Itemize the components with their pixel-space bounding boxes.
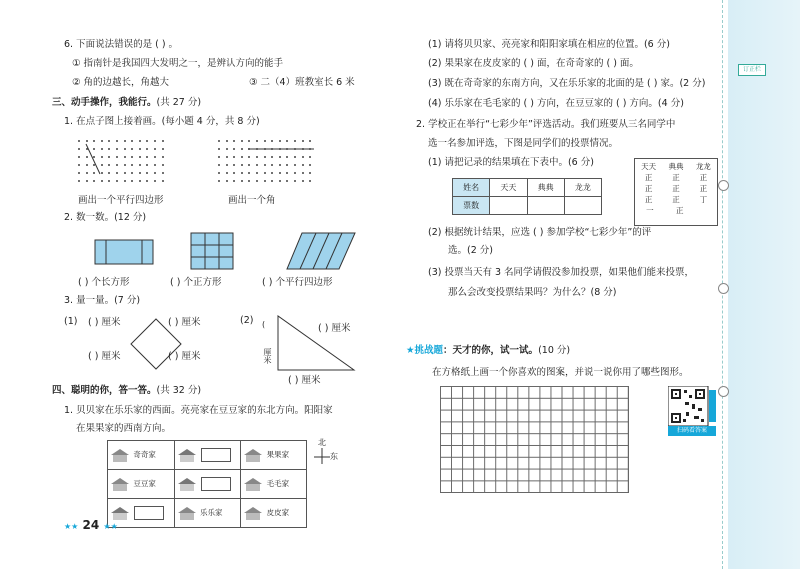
square-grid-figure [190,232,236,272]
r-q1-item1: (1) 请将贝贝家、亮亮家和阳阳家填在相应的位置。(6 分) [428,39,670,50]
r-q2-sub1: (1) 请把记录的结果填在下表中。(6 分) [428,157,594,168]
section3-title: 三、动手操作，我能行。(共 27 分) [52,97,202,108]
r-q1-item4: (4) 乐乐家在毛毛家的 ( ) 方向，在豆豆家的 ( ) 方向。(4 分) [428,98,684,109]
table-header: 典典 [527,179,564,197]
house-icon [242,506,264,520]
challenge-instruction: 在方格纸上画一个你喜欢的图案，并说一说你用了哪些图形。 [432,367,689,378]
house-icon [242,477,264,491]
compass-icon [312,448,332,464]
qr-caption: 扫码看答案 [668,426,716,436]
rhombus-side-br: ( ) 厘米 [168,351,201,362]
count-squares: ( ) 个正方形 [170,277,222,288]
q6-option-3: ③ 二（4）班教室长 6 米 [249,77,355,88]
binding-ring-icon [718,283,729,294]
house-icon [242,448,264,462]
qr-code-icon[interactable] [668,386,716,426]
vote-count-table [452,178,602,215]
count-parallelograms: ( ) 个平行四边形 [262,277,333,288]
map-cell: 毛毛家 [241,470,307,499]
drawing-grid[interactable] [440,386,629,493]
s3-q1: 1. 在点子图上接着画。(每小题 4 分，共 8 分) [64,116,260,127]
compass-north: 北 [318,438,326,447]
vote-cell[interactable] [527,197,564,215]
star-icon: ★★ [103,522,118,531]
challenge-heading: ★挑战题：天才的你，试一试。(10 分) [406,345,571,356]
table-header: 姓名 [453,179,490,197]
map-cell: 豆豆家 [108,470,175,499]
section4-title: 四、聪明的你，答一答。(共 32 分) [52,385,202,396]
answer-box[interactable] [201,448,231,462]
tear-label: 订正栏 [738,64,766,76]
q6-option-1: ① 指南针是我国四大发明之一，是辨认方向的能手 [72,58,284,69]
house-icon [176,448,198,462]
table-header: 天天 [490,179,527,197]
drawn-segment [78,140,168,186]
s3-q3: 3. 量一量。(7 分) [64,295,141,306]
r-q2-line2: 选一名参加评选，下图是同学们的投票情况。 [428,138,619,149]
r-q1-item3: (3) 既在奇奇家的东南方向，又在乐乐家的北面的是 ( ) 家。(2 分) [428,78,706,89]
measure-sub2: (2) [240,315,254,326]
drawn-ray [218,140,314,186]
caption-parallelogram: 画出一个平行四边形 [78,195,164,206]
binding-ring-icon [718,386,729,397]
tally-name: 典典 [668,162,684,171]
parallelogram-figure [286,232,356,272]
correction-margin [728,0,800,569]
vote-cell[interactable] [564,197,601,215]
neighborhood-map [107,440,307,528]
page-number: ★★ 24 ★★ [64,518,118,532]
r-q2-sub2-line1: (2) 根据统计结果，应选 ( ) 参加学校“七彩少年”的评 [428,227,652,238]
r-q2-sub3-line2: 那么会改变投票结果吗？为什么？(8 分) [448,287,617,298]
vote-cell[interactable] [490,197,527,215]
triangle-left-cm: 厘米 [263,348,272,364]
triangle-base-cm: ( ) 厘米 [288,375,321,386]
table-row-label: 票数 [453,197,490,215]
s4-q1-line1: 1. 贝贝家在乐乐家的西面。亮亮家在豆豆家的东北方向。阳阳家 [64,405,333,416]
q6-stem: 6. 下面说法错误的是 ( ) 。 [64,39,179,50]
star-icon: ★★ [64,522,79,531]
map-cell: 乐乐家 [174,499,241,528]
map-cell: 皮皮家 [241,499,307,528]
q6-option-2: ② 角的边越长，角越大 [72,77,170,88]
triangle-left-paren: ( [262,320,266,329]
r-q2-line1: 2. 学校正在举行“七彩少年”评选活动。我们班要从三名同学中 [416,119,676,130]
count-rectangles: ( ) 个长方形 [78,277,130,288]
answer-box[interactable] [201,477,231,491]
house-icon [109,448,131,462]
rectangle-figure [94,232,154,270]
house-icon [176,477,198,491]
house-icon [109,477,131,491]
map-cell[interactable] [174,470,241,499]
rhombus-side-bl: ( ) 厘米 [88,351,121,362]
caption-angle: 画出一个角 [228,195,276,206]
s4-q1-line2: 在果果家的西南方向。 [76,423,172,434]
tally-board: 天天 典典 龙龙 正 正 正 正 正 正 正 正 丁 一 正 [634,158,718,226]
table-header: 龙龙 [564,179,601,197]
map-cell: 奇奇家 [108,441,175,470]
tally-name: 龙龙 [695,162,711,171]
answer-box[interactable] [134,506,164,520]
rhombus-side-tr: ( ) 厘米 [168,317,201,328]
r-q2-sub3-line1: (3) 投票当天有 3 名同学请假没参加投票，如果他们能来投票， [428,267,695,278]
measure-sub1: (1) [64,316,78,327]
rhombus-side-tl: ( ) 厘米 [88,317,121,328]
compass-east: 东 [330,452,338,461]
r-q2-sub2-line2: 选。(2 分) [448,245,493,256]
map-cell[interactable] [174,441,241,470]
r-q1-item2: (2) 果果家在皮皮家的 ( ) 面，在奇奇家的 ( ) 面。 [428,58,639,69]
house-icon [176,506,198,520]
tally-name: 天天 [641,162,657,171]
binding-ring-icon [718,180,729,191]
triangle-hypotenuse-cm: ( ) 厘米 [318,323,351,334]
map-cell: 果果家 [241,441,307,470]
star-icon: ★ [406,345,415,356]
s3-q2: 2. 数一数。(12 分) [64,212,147,223]
